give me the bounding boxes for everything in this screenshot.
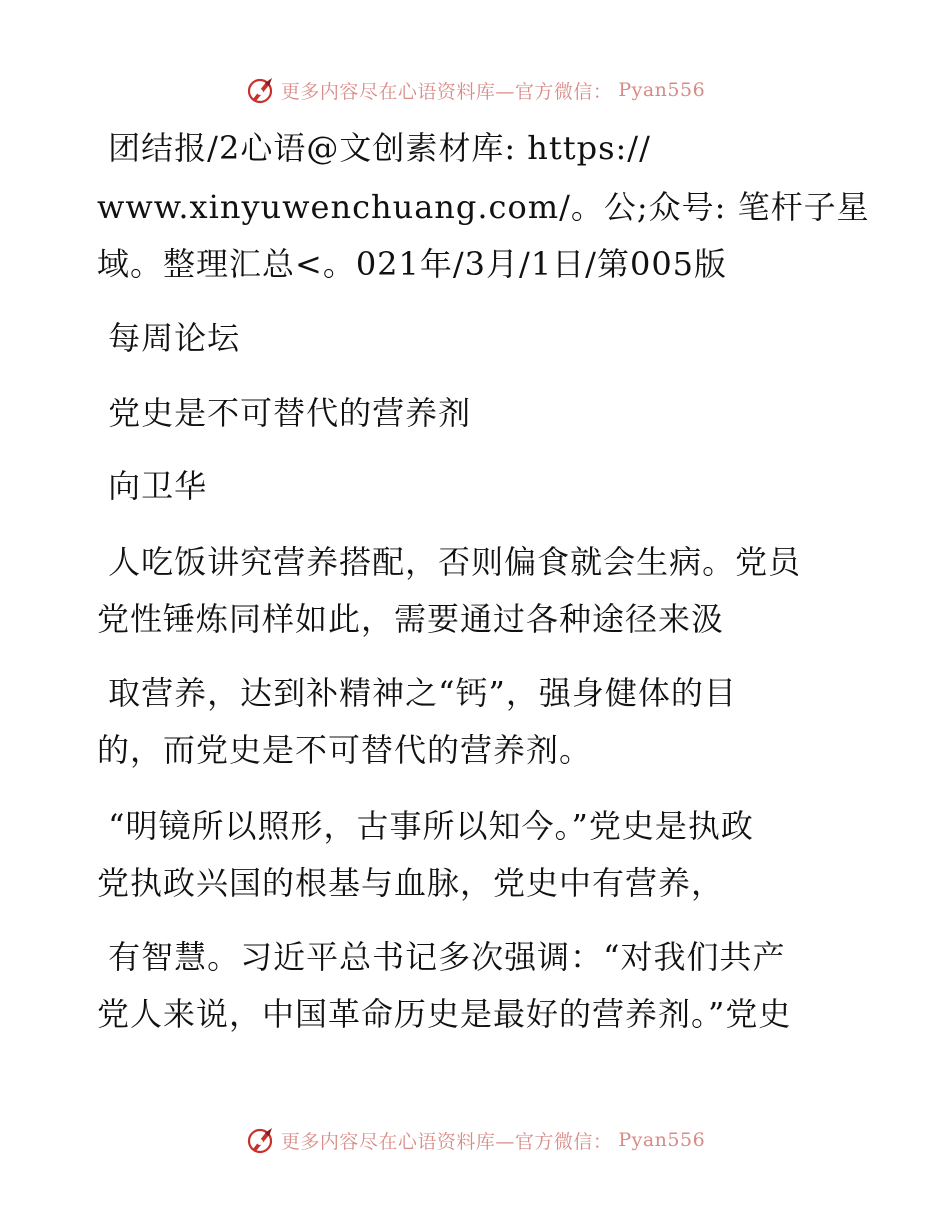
body-line: 取营养，达到补精神之“钙”，强身健体的目 [97,674,737,712]
source-line-2: www.xinyuwenchuang.com/。公;众号: 笔杆子星 [97,188,870,226]
article-author: 向卫华 [97,467,208,505]
header-banner [0,70,950,110]
banner-slogan: 更多内容尽在心语资料库—官方微信： [280,80,613,103]
quill-pen-seal-icon [245,75,275,105]
body-line: 党性锤炼同样如此，需要通过各种途径来汲 [97,600,725,638]
banner-wechat-id: Pyan556 [618,79,706,101]
body-line: “明镜所以照形，古事所以知今。”党史是执政 [97,807,754,845]
source-line-3: 域。整理汇总<。021年/3月/1日/第005版 [97,245,728,283]
quill-pen-seal-icon [245,1125,275,1155]
article-title: 党史是不可替代的营养剂 [97,394,472,432]
header-banner-inner [245,75,705,105]
footer-banner [0,1120,950,1160]
footer-banner-inner [245,1125,705,1155]
column-name: 每周论坛 [97,319,241,357]
body-line: 党执政兴国的根基与血脉，党史中有营养， [97,864,725,902]
body-line: 党人来说，中国革命历史是最好的营养剂。”党史 [97,995,792,1033]
body-line: 人吃饭讲究营养搭配，否则偏食就会生病。党员 [97,543,802,581]
body-line: 的，而党史是不可替代的营养剂。 [97,731,593,769]
banner-slogan: 更多内容尽在心语资料库—官方微信： [280,1130,613,1153]
body-line: 有智慧。习近平总书记多次强调：“对我们共产 [97,938,786,976]
source-line-1: 团结报/2心语@文创素材库: https:// [97,129,651,167]
banner-wechat-id: Pyan556 [618,1129,706,1151]
